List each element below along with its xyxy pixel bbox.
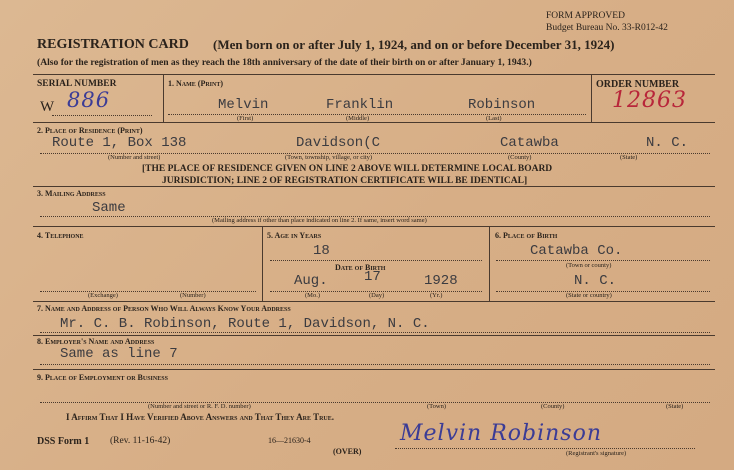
- dob-month: Aug.: [294, 273, 328, 289]
- employer-label: 8. Employer's Name and Address: [37, 337, 155, 346]
- birthplace-town: Catawba Co.: [530, 243, 623, 259]
- cap-yr: (Yr.): [430, 292, 443, 299]
- cap-emp-state: (State): [666, 403, 684, 410]
- form-revision: (Rev. 11-16-42): [110, 436, 171, 446]
- order-label: ORDER NUMBER: [596, 79, 680, 90]
- birthplace-label: 6. Place of Birth: [495, 231, 558, 240]
- order-number: 12863: [612, 88, 687, 113]
- signature-cap: (Registrant's signature): [566, 450, 627, 457]
- name-middle: Franklin: [326, 97, 394, 113]
- rule-dotted: [40, 364, 710, 365]
- rule-dotted: [395, 448, 695, 449]
- mailing-value: Same: [92, 200, 126, 216]
- rule-v: [262, 226, 263, 301]
- cap-birth-state: (State or country): [566, 292, 612, 299]
- cap-county: (County): [508, 154, 532, 161]
- cap-mo: (Mo.): [305, 292, 320, 299]
- telephone-label: 4. Telephone: [37, 231, 84, 240]
- contact-label: 7. Name and Address of Person Who Will Always Know Your Address: [37, 304, 291, 313]
- rule-dotted: [40, 291, 256, 292]
- cap-number: (Number): [180, 292, 206, 299]
- residence-town: Davidson(C: [296, 135, 381, 151]
- rule-row: [33, 369, 715, 370]
- rule-dotted: [496, 260, 710, 261]
- residence-state: N. C.: [646, 135, 689, 151]
- cap-birth-town: (Town or county): [566, 262, 612, 269]
- rule-dotted: [40, 402, 710, 403]
- rule-row: [33, 226, 715, 227]
- name-label: 1. Name (Print): [168, 79, 223, 88]
- employer-value: Same as line 7: [60, 346, 178, 362]
- rule-dotted: [168, 114, 586, 115]
- serial-number: 886: [67, 88, 111, 112]
- over-label: (OVER): [333, 447, 362, 456]
- rule-top: [33, 74, 715, 75]
- employment-label: 9. Place of Employment or Business: [37, 373, 168, 382]
- cap-day: (Day): [369, 292, 385, 299]
- print-code: 16—21630-4: [268, 436, 311, 445]
- rule-dotted: [52, 115, 152, 116]
- cap-last: (Last): [486, 115, 502, 122]
- contact-value: Mr. C. B. Robinson, Route 1, Davidson, N. C.: [60, 316, 430, 332]
- cap-emp-county: (County): [541, 403, 565, 410]
- dob-year: 1928: [424, 273, 458, 289]
- mailing-label: 3. Mailing Address: [37, 189, 106, 198]
- birthplace-state: N. C.: [574, 273, 617, 289]
- dob-day: 17: [364, 269, 381, 285]
- rule-row: [33, 122, 715, 123]
- card-subtitle: (Also for the registration of men as they reach the 18th anniversary of the date of their birth on or after January 1, 1943.): [37, 57, 532, 68]
- age-label: 5. Age in Years: [267, 231, 322, 240]
- form-approved: FORM APPROVED: [546, 11, 625, 21]
- serial-prefix: W: [40, 99, 55, 115]
- registrant-signature: Melvin Robinson: [400, 421, 603, 446]
- residence-county: Catawba: [500, 135, 559, 151]
- residence-street: Route 1, Box 138: [52, 135, 187, 151]
- rule-v: [163, 74, 164, 122]
- form-number: DSS Form 1: [37, 436, 90, 447]
- rule-v: [489, 226, 490, 301]
- residence-notice-2: JURISDICTION; LINE 2 OF REGISTRATION CERTIFICATE WILL BE IDENTICAL]: [162, 176, 528, 186]
- cap-street: (Number and street): [108, 154, 161, 161]
- card-title-sub: (Men born on or after July 1, 1924, and on or before December 31, 1924): [213, 37, 615, 52]
- rule-dotted: [270, 260, 482, 261]
- cap-exchange: (Exchange): [88, 292, 118, 299]
- rule-v: [591, 74, 592, 122]
- dob-label: Date of Birth: [335, 263, 386, 272]
- serial-label: SERIAL NUMBER: [37, 79, 117, 89]
- cap-emp-street: (Number and street or R. F. D. number): [148, 403, 251, 410]
- name-first: Melvin: [218, 97, 269, 113]
- cap-state: (State): [620, 154, 638, 161]
- rule-row: [33, 186, 715, 187]
- residence-notice-1: [THE PLACE OF RESIDENCE GIVEN ON LINE 2 ABOVE WILL DETERMINE LOCAL BOARD: [142, 164, 553, 174]
- budget-bureau: Budget Bureau No. 33-R012-42: [546, 23, 668, 33]
- name-last: Robinson: [468, 97, 536, 113]
- age-value: 18: [313, 243, 330, 259]
- rule-dotted: [40, 332, 710, 333]
- cap-middle: (Middle): [346, 115, 370, 122]
- cap-first: (First): [237, 115, 254, 122]
- card-title: REGISTRATION CARD: [37, 37, 189, 52]
- affirm-text: I Affirm That I Have Verified Above Answers and That They Are True.: [66, 412, 334, 422]
- mailing-cap: (Mailing address if other than place indicated on line 2. If same, insert word same): [212, 217, 427, 224]
- cap-emp-town: (Town): [427, 403, 447, 410]
- rule-row: [33, 335, 715, 336]
- residence-label: 2. Place of Residence (Print): [37, 126, 143, 135]
- rule-row: [33, 301, 715, 302]
- cap-town: (Town, township, village, or city): [285, 154, 373, 161]
